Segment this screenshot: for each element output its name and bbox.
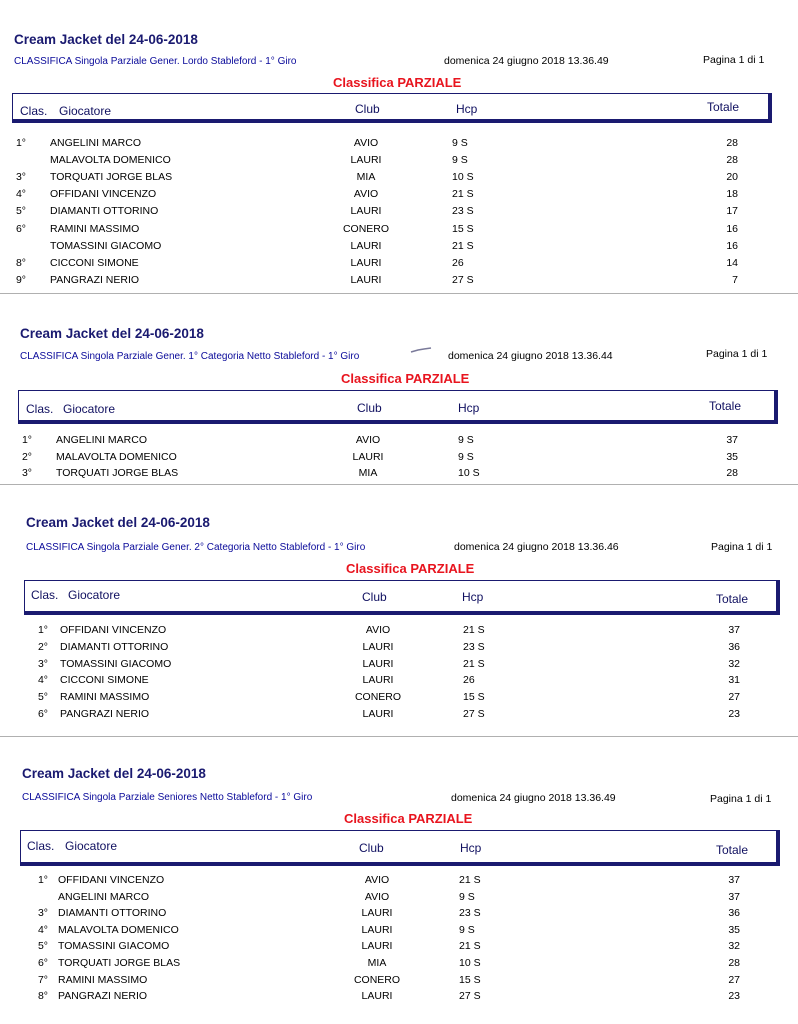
table-row xyxy=(0,974,798,990)
position-cell: 6° xyxy=(37,957,48,969)
section-title: Cream Jacket del 24-06-2018 xyxy=(22,766,206,781)
table-row xyxy=(0,467,798,483)
header-totale: Totale xyxy=(716,843,749,857)
total-cell: 37 xyxy=(728,624,740,636)
handicap-cell: 10 S xyxy=(458,467,480,479)
player-name-cell: PANGRAZI NERIO xyxy=(60,708,150,720)
handicap-cell: 15 S xyxy=(459,973,481,986)
header-hcp: Hcp xyxy=(458,401,480,415)
section-subtitle: CLASSIFICA Singola Parziale Gener. 1° Categoria Netto Stableford - 1° Giro xyxy=(20,351,360,362)
position-cell: 5° xyxy=(37,691,48,704)
header-totale: Totale xyxy=(709,399,742,413)
print-timestamp: domenica 24 giugno 2018 13.36.49 xyxy=(444,55,609,67)
total-cell: 7 xyxy=(732,273,738,286)
table-row xyxy=(0,274,798,290)
handicap-cell: 21 S xyxy=(463,657,485,670)
club-cell: LAURI xyxy=(350,239,382,252)
club-cell: CONERO xyxy=(342,222,390,235)
total-cell: 37 xyxy=(728,890,740,903)
position-cell: 3° xyxy=(37,907,48,920)
table-row xyxy=(0,874,798,890)
table-header xyxy=(24,580,780,615)
club-cell: MIA xyxy=(358,467,378,479)
position-cell: 3° xyxy=(15,171,26,184)
handicap-cell: 21 S xyxy=(459,940,481,953)
table-row xyxy=(0,907,798,923)
club-cell: AVIO xyxy=(353,137,379,149)
player-name-cell: DIAMANTI OTTORINO xyxy=(60,640,169,653)
total-cell: 36 xyxy=(728,907,740,920)
club-cell: LAURI xyxy=(350,273,382,286)
handicap-cell: 15 S xyxy=(463,691,485,704)
club-cell: AVIO xyxy=(364,874,390,886)
total-cell: 35 xyxy=(728,923,740,936)
table-row xyxy=(0,990,798,1006)
club-cell: LAURI xyxy=(362,674,394,687)
table-row xyxy=(0,691,798,707)
total-cell: 27 xyxy=(728,691,740,704)
player-name-cell: PANGRAZI NERIO xyxy=(50,273,140,286)
player-name-cell: MALAVOLTA DOMENICO xyxy=(50,154,171,167)
header-hcp: Hcp xyxy=(456,102,478,116)
section-title: Cream Jacket del 24-06-2018 xyxy=(20,326,204,341)
classifica-heading: Classifica PARZIALE xyxy=(333,75,462,90)
club-cell: LAURI xyxy=(361,940,393,953)
position-cell: 9° xyxy=(15,273,26,286)
table-row xyxy=(0,641,798,657)
position-cell: 2° xyxy=(21,450,32,463)
player-name-cell: CICCONI SIMONE xyxy=(50,256,139,269)
header-club: Club xyxy=(355,102,380,116)
position-cell: 4° xyxy=(37,674,48,687)
club-cell: CONERO xyxy=(353,973,401,986)
table-row xyxy=(0,205,798,221)
club-cell: LAURI xyxy=(362,708,394,720)
handicap-cell: 23 S xyxy=(463,640,485,653)
header-clas: Clas. xyxy=(26,402,54,416)
table-row xyxy=(0,240,798,256)
position-cell: 3° xyxy=(21,467,32,479)
table-header xyxy=(20,830,780,866)
handicap-cell: 9 S xyxy=(459,923,475,936)
player-name-cell: TOMASSINI GIACOMO xyxy=(60,657,172,670)
table-row xyxy=(0,708,798,724)
print-timestamp: domenica 24 giugno 2018 13.36.49 xyxy=(451,792,616,804)
player-name-cell: CICCONI SIMONE xyxy=(60,674,149,687)
section-subtitle: CLASSIFICA Singola Parziale Gener. 2° Categoria Netto Stableford - 1° Giro xyxy=(26,542,366,553)
player-name-cell: ANGELINI MARCO xyxy=(56,434,148,446)
total-cell: 31 xyxy=(728,674,740,687)
handicap-cell: 9 S xyxy=(452,137,468,149)
table-row xyxy=(0,891,798,907)
section-divider xyxy=(0,484,798,485)
table-row xyxy=(0,188,798,204)
table-row xyxy=(0,223,798,239)
total-cell: 27 xyxy=(728,973,740,986)
player-name-cell: TOMASSINI GIACOMO xyxy=(58,940,170,953)
header-totale: Totale xyxy=(707,100,740,114)
header-club: Club xyxy=(357,401,382,415)
print-timestamp: domenica 24 giugno 2018 13.36.46 xyxy=(454,541,619,553)
handicap-cell: 9 S xyxy=(452,154,468,167)
club-cell: LAURI xyxy=(350,154,382,167)
print-timestamp: domenica 24 giugno 2018 13.36.44 xyxy=(448,350,613,362)
total-cell: 32 xyxy=(728,940,740,953)
section-divider xyxy=(0,736,798,737)
player-name-cell: TORQUATI JORGE BLAS xyxy=(50,171,173,184)
position-cell: 1° xyxy=(21,434,32,446)
position-cell: 2° xyxy=(37,640,48,653)
position-cell: 8° xyxy=(15,256,26,269)
position-cell: 1° xyxy=(15,137,26,149)
table-row xyxy=(0,257,798,273)
section-divider xyxy=(0,293,798,294)
player-name-cell: PANGRAZI NERIO xyxy=(58,990,148,1003)
classifica-heading: Classifica PARZIALE xyxy=(341,371,470,386)
player-name-cell: TORQUATI JORGE BLAS xyxy=(56,467,179,479)
pen-mark xyxy=(410,347,432,353)
player-name-cell: RAMINI MASSIMO xyxy=(60,691,150,704)
player-name-cell: MALAVOLTA DOMENICO xyxy=(58,923,179,936)
table-header xyxy=(12,93,772,123)
position-cell: 1° xyxy=(37,624,48,636)
total-cell: 37 xyxy=(726,434,738,446)
position-cell: 5° xyxy=(37,940,48,953)
position-cell: 6° xyxy=(37,708,48,720)
position-cell: 8° xyxy=(37,990,48,1003)
total-cell: 18 xyxy=(726,188,738,201)
player-name-cell: TORQUATI JORGE BLAS xyxy=(58,957,181,969)
club-cell: MIA xyxy=(367,957,387,969)
section-subtitle: CLASSIFICA Singola Parziale Gener. Lordo Stableford - 1° Giro xyxy=(14,56,297,67)
club-cell: LAURI xyxy=(362,657,394,670)
table-row xyxy=(0,154,798,170)
handicap-cell: 27 S xyxy=(452,273,474,286)
club-cell: AVIO xyxy=(365,624,391,636)
handicap-cell: 21 S xyxy=(459,874,481,886)
player-name-cell: ANGELINI MARCO xyxy=(58,890,150,903)
club-cell: LAURI xyxy=(361,923,393,936)
total-cell: 35 xyxy=(726,450,738,463)
header-club: Club xyxy=(362,590,387,604)
total-cell: 28 xyxy=(726,467,738,479)
handicap-cell: 26 xyxy=(452,256,464,269)
player-name-cell: TOMASSINI GIACOMO xyxy=(50,239,162,252)
header-clas: Clas. xyxy=(31,588,59,602)
handicap-cell: 26 xyxy=(463,674,475,687)
total-cell: 37 xyxy=(728,874,740,886)
handicap-cell: 9 S xyxy=(458,434,474,446)
position-cell: 1° xyxy=(37,874,48,886)
header-giocatore: Giocatore xyxy=(65,839,118,853)
total-cell: 23 xyxy=(728,708,740,720)
club-cell: LAURI xyxy=(350,205,382,218)
handicap-cell: 21 S xyxy=(452,239,474,252)
player-name-cell: OFFIDANI VINCENZO xyxy=(58,874,165,886)
player-name-cell: DIAMANTI OTTORINO xyxy=(58,907,167,920)
club-cell: LAURI xyxy=(362,640,394,653)
table-row xyxy=(0,137,798,153)
header-giocatore: Giocatore xyxy=(68,588,121,602)
player-name-cell: MALAVOLTA DOMENICO xyxy=(56,450,177,463)
table-row xyxy=(0,451,798,467)
page-number: Pagina 1 di 1 xyxy=(703,54,765,66)
classifica-heading: Classifica PARZIALE xyxy=(346,561,475,576)
player-name-cell: RAMINI MASSIMO xyxy=(58,973,148,986)
position-cell: 3° xyxy=(37,657,48,670)
table-row xyxy=(0,940,798,956)
club-cell: AVIO xyxy=(353,188,379,201)
total-cell: 16 xyxy=(726,222,738,235)
handicap-cell: 27 S xyxy=(459,990,481,1003)
club-cell: MIA xyxy=(356,171,376,184)
page-number: Pagina 1 di 1 xyxy=(711,541,773,553)
position-cell: 5° xyxy=(15,205,26,218)
header-giocatore: Giocatore xyxy=(59,104,112,118)
header-clas: Clas. xyxy=(20,104,48,118)
header-club: Club xyxy=(359,841,384,855)
player-name-cell: RAMINI MASSIMO xyxy=(50,222,140,235)
section-title: Cream Jacket del 24-06-2018 xyxy=(14,32,198,47)
total-cell: 16 xyxy=(726,239,738,252)
total-cell: 28 xyxy=(726,137,738,149)
handicap-cell: 10 S xyxy=(459,957,481,969)
handicap-cell: 21 S xyxy=(452,188,474,201)
club-cell: AVIO xyxy=(364,890,390,903)
page-number: Pagina 1 di 1 xyxy=(706,348,768,360)
total-cell: 28 xyxy=(728,957,740,969)
club-cell: AVIO xyxy=(355,434,381,446)
total-cell: 14 xyxy=(726,256,738,269)
header-totale: Totale xyxy=(716,592,749,606)
total-cell: 20 xyxy=(726,171,738,184)
handicap-cell: 23 S xyxy=(459,907,481,920)
club-cell: CONERO xyxy=(354,691,402,704)
handicap-cell: 27 S xyxy=(463,708,485,720)
total-cell: 28 xyxy=(726,154,738,167)
table-row xyxy=(0,957,798,973)
player-name-cell: DIAMANTI OTTORINO xyxy=(50,205,159,218)
page-number: Pagina 1 di 1 xyxy=(710,793,772,805)
table-header xyxy=(18,390,778,424)
table-row xyxy=(0,674,798,690)
handicap-cell: 15 S xyxy=(452,222,474,235)
header-hcp: Hcp xyxy=(462,590,484,604)
total-cell: 36 xyxy=(728,640,740,653)
position-cell: 4° xyxy=(37,923,48,936)
classifica-heading: Classifica PARZIALE xyxy=(344,811,473,826)
club-cell: LAURI xyxy=(361,907,393,920)
total-cell: 17 xyxy=(726,205,738,218)
handicap-cell: 23 S xyxy=(452,205,474,218)
table-row xyxy=(0,434,798,450)
handicap-cell: 9 S xyxy=(458,450,474,463)
table-row xyxy=(0,924,798,940)
header-giocatore: Giocatore xyxy=(63,402,116,416)
table-row xyxy=(0,171,798,187)
position-cell: 7° xyxy=(37,973,48,986)
position-cell: 6° xyxy=(15,222,26,235)
table-row xyxy=(0,658,798,674)
club-cell: LAURI xyxy=(350,256,382,269)
player-name-cell: ANGELINI MARCO xyxy=(50,137,142,149)
handicap-cell: 9 S xyxy=(459,890,475,903)
total-cell: 32 xyxy=(728,657,740,670)
handicap-cell: 21 S xyxy=(463,624,485,636)
total-cell: 23 xyxy=(728,990,740,1003)
club-cell: LAURI xyxy=(361,990,393,1003)
handicap-cell: 10 S xyxy=(452,171,474,184)
player-name-cell: OFFIDANI VINCENZO xyxy=(50,188,157,201)
header-hcp: Hcp xyxy=(460,841,482,855)
section-title: Cream Jacket del 24-06-2018 xyxy=(26,515,210,530)
club-cell: LAURI xyxy=(352,450,384,463)
player-name-cell: OFFIDANI VINCENZO xyxy=(60,624,167,636)
position-cell: 4° xyxy=(15,188,26,201)
section-subtitle: CLASSIFICA Singola Parziale Seniores Netto Stableford - 1° Giro xyxy=(22,792,313,803)
table-row xyxy=(0,624,798,640)
header-clas: Clas. xyxy=(27,839,55,853)
